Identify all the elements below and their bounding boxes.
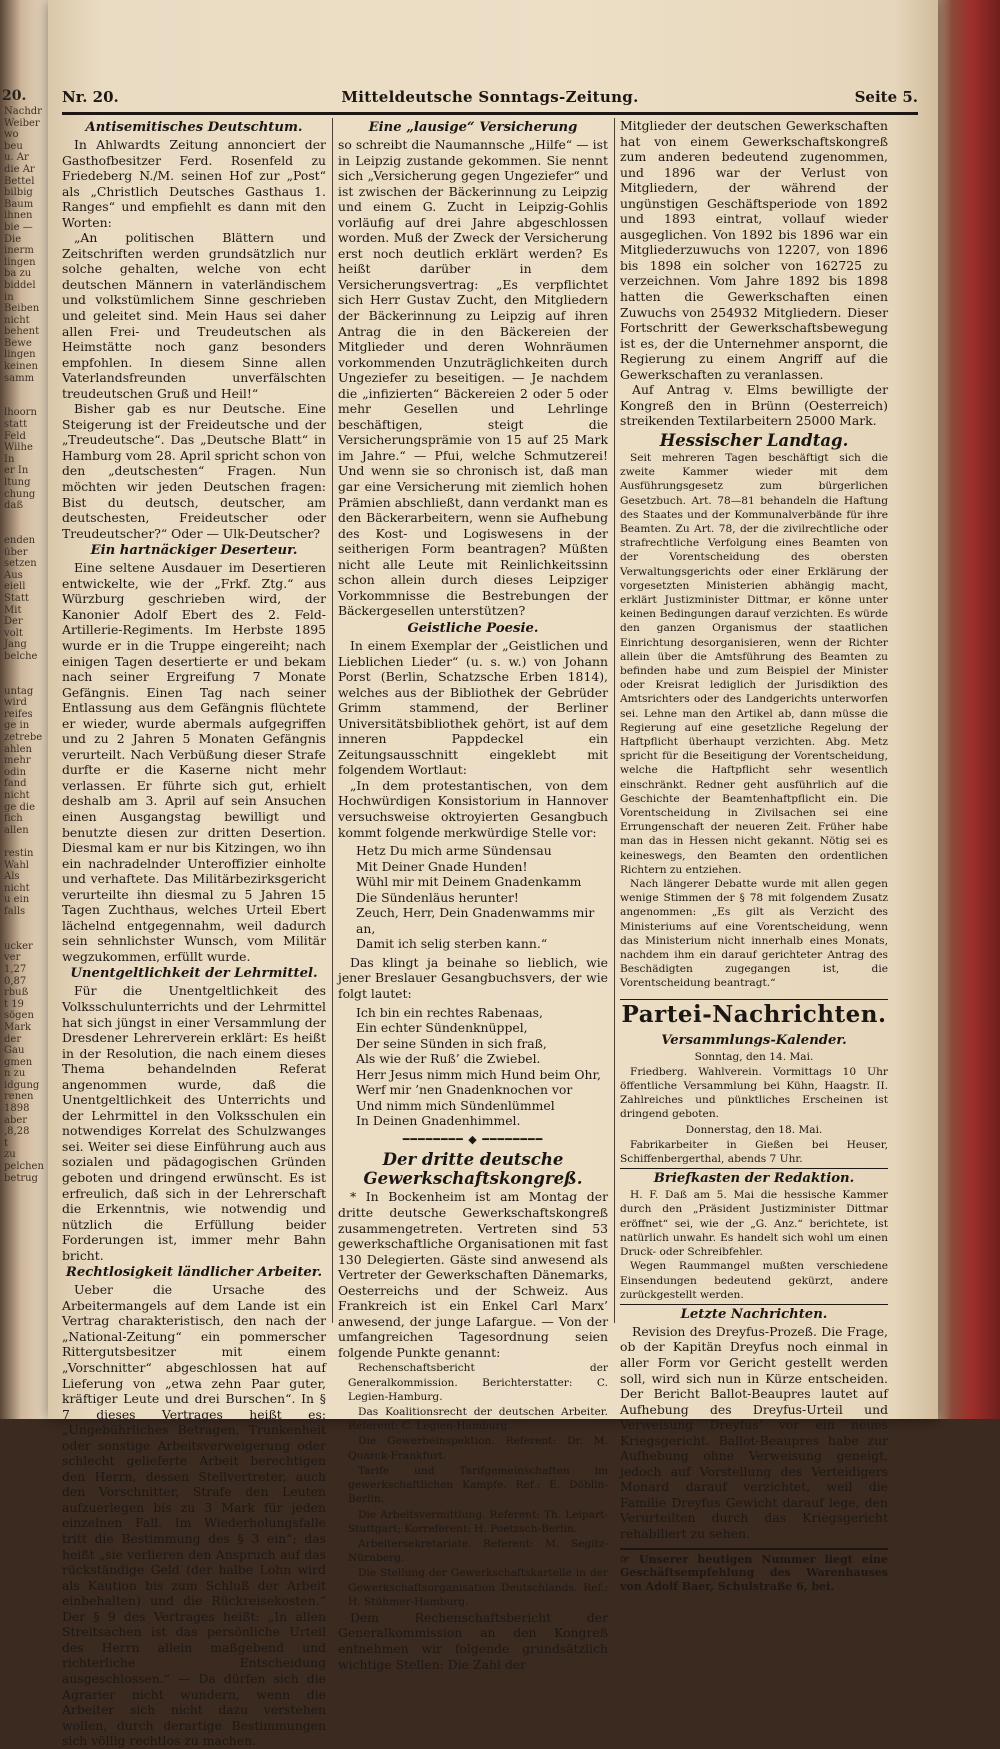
header-rule [62, 112, 918, 115]
newspaper-page [48, 0, 938, 1749]
agenda-item: Die Stellung der Gewerkschaftskartelle in der Gewerkschaftsorganisation Deutschlands. Ref.: H. Stühmer-Hamburg. [348, 1567, 608, 1608]
article-heading-lehrmittel: Unentgeltlichkeit der Lehrmittel. [70, 966, 318, 982]
agenda-item: Das Koalitionsrecht der deutschen Arbeiter. Referent: C. Legien-Hamburg. [348, 1406, 608, 1433]
adjacent-page-number: 20. [2, 88, 27, 104]
meeting-calendar [620, 1050, 888, 1167]
article-heading-deserteur: Ein hartnäckiger Deserteur. [90, 543, 298, 559]
agenda-item: Die Arbeitsvermittlung. Referent: Th. Leipart-Stuttgart; Korreferent: H. Poetzsch-Berlin. [348, 1508, 608, 1535]
article-paragraph: Auf Antrag v. Elms bewilligte der Kongreß den in Brünn (Oesterreich) streikenden Textilarbeitern 25000 Mark. [620, 382, 888, 429]
right-binding-edge [936, 0, 1000, 1419]
article-paragraph: „An politischen Blättern und Zeitschriften werden grundsätzlich nur solche gehalten, welche von echt deutschen Männern in vaterländischem und volkstümlichem Sinne geschrieben und geleitet sind. Mein Haus sei daher allen Frei- und Treudeutschen als Heimstätte noch ganz besonders empfohlen. In diesem Sinne allen Vaterlandsfreunden unverfälschten treudeutschen Gruß und Heil!“ [62, 230, 326, 401]
calendar-entry: Fabrikarbeiter in Gießen bei Heuser, Schiffenbergerthal, abends 7 Uhr. [620, 1138, 888, 1166]
verse-hannover: Hetz Du mich arme Sündensau Mit Deiner Gnade Hunden! Wühl mir mit Deinem Gnadenkamm Die Sündenläus herunter! Zeuch, Herr, Dein Gnadenwamms mir an, Damit ich selig sterben kann.“ [356, 843, 595, 952]
article-paragraph: Revision des Dreyfus-Prozeß. Die Frage, ob der Kapitän Dreyfus noch einmal in aller Form vor Gericht gestellt werden soll, wird sich nun in Kürze entscheiden. Der Bericht Ballot-Beaupres lautet auf Aufhebung des Dreyfus-Urteil und Verweisung Dreyfus’ vor ein neues Kriegsgericht. Ballot-Beaupres habe zur Aufhebung ohne Verweisung geneigt, jedoch auf Vorstellung des Verteidigers Monard darauf verzichtet, weil die Familie Dreyfus Gewicht darauf lege, den Verurteilten durch das Kriegsgericht rehabiliert zu sehen. [620, 1323, 888, 1542]
letter-reply: H. F. Daß am 5. Mai die hessische Kammer durch den „Präsident Justizminister Dittmar eröffnet“ sei, wie der „G. Anz.“ berichtete, ist natürlich unwahr. Es handelt sich wohl um einen Druck- oder Schreibfehler. [620, 1189, 888, 1259]
letters-box [620, 1188, 888, 1302]
article-paragraph: * In Bockenheim ist am Montag der dritte deutsche Gewerkschaftskongreß zusammengetreten. Vertreten sind 53 gewerkschaftliche Organisationen mit fast 130 Delegierten. Gäste sind anwesend als Vertreter der Gewerkschaften Dänemarks, Oesterreichs und der Schweiz. Aus Frankreich ist ein Enkel Carl Marx’ anwesend, der junge Lafargue. — Von der umfangreichen Tagesordnung seien folgende Punkte genannt: [338, 1189, 608, 1360]
article-heading-gewerkschaftskongress: Der dritte deutsche Gewerkschaftskongreß. [363, 1150, 583, 1189]
agenda-item: Tarife und Tarifgemeinschaften im gewerkschaftlichen Kampfe. Ref.: E. Döblin-Berlin. [348, 1464, 608, 1506]
article-heading-antisemitisches: Antisemitisches Deutschtum. [85, 120, 303, 135]
issue-number: Nr. 20. [62, 88, 119, 106]
column-1 [62, 118, 326, 1749]
article-heading-poesie: Geistliche Poesie. [407, 620, 539, 636]
article-paragraph: so schreibt die Naumannsche „Hilfe“ — ist in Leipzig zustande gekommen. Sie nennt sich „Versicherung gegen Ungeziefer“ und ist zwischen der Bäckerinnung zu Leipzig und einem G. Zucht in Leipzig-Gohlis vorläufig auf drei Jahre abgeschlossen worden. Muß der Zweck der Versicherung erst noch deutlich erklärt werden? Es heißt darüber in dem Versicherungsvertrag: „Es verpflichtet sich Herr Gustav Zucht, den Mitgliedern der Bäckerinnung zu Leipzig auf ihren Antrag die in den Bäckereien der Mitglieder und deren Wohnräumen vorkommenden Unzuträglichkeiten durch Ungeziefer zu beseitigen. — Je nachdem die „infizierten“ Bäckereien 2 oder 5 oder mehr Gesellen und Lehrlinge beschäftigen, steigt die Versicherungsprämie von 15 auf 25 Mark im Jahre.“ — Pfui, welche Schmutzerei! Und wenn sie so chronisch ist, daß man gar eine Versicherung mit ziemlich hohen Prämien abschließt, dann verdankt man es den Bäckerarbeitern, wenn sie Aufhebung des Kost- und Logiswesens in der seitherigen Form beantragen? Müßten nicht alle Leute mit Reinlichkeitssinn schon allein durch dieses Leipziger Vorkommnisse die Bestrebungen der Bäckergesellen unterstützen? [338, 137, 608, 619]
article-heading-versicherung: Eine „lausige“ Versicherung [368, 120, 578, 135]
heading-letzte-nachrichten: Letzte Nachrichten. [620, 1304, 888, 1323]
page-number: Seite 5. [854, 88, 918, 106]
article-paragraph: Ueber die Ursache des Arbeitermangels auf dem Lande ist ein Vertrag charakteristisch, den nach der „National-Zeitung“ ein pommerscher Rittergutsbesitzer mit einem „Vorschnitter“ abgeschlossen hat auf Lieferung von „etwa zehn Paar guter, kräftiger Leute und drei Burschen“. In § 7 dieses Vertrages heißt es: „Ungebührliches Betragen, Trunkenheit oder sonstige Arbeitsverweigerung oder schlecht gelieferte Arbeit berechtigen den Herrn, dessen Stellvertreter, auch den Vorschnitter, Strafe den Leuten aufzuerlegen bis zu 3 Mark für jeden einzelnen Fall. Im Wiederholungsfalle tritt die Bestimmung des § 3 ein“; das heißt „sie verlieren den Anspruch auf das rückständige Geld (der halbe Lohn wird als Kaution bis zum Schluß der Arbeit einbehalten) und die Rückreisekosten.“ Der § 9 des Vertrages heißt: „In allen Streitsachen ist das persönliche Urteil des Herrn allein maßgebend und richterliche Entscheidung ausgeschlossen.“ — Da dürfen sich die Agrarier nicht wundern, wenn die Arbeiter sich nicht dazu verstehen wollen, durch derartige Bestimmungen sich völlig rechtlos zu machen. [62, 1282, 326, 1749]
newspaper-title: Mitteldeutsche Sonntags-Zeitung. [341, 88, 639, 106]
agenda-item: Die Gewerbeinspektion. Referent: Dr. M. Quarck-Frankfurt. [348, 1435, 608, 1462]
article-paragraph: Nach längerer Debatte wurde mit allen gegen wenige Stimmen der § 78 mit folgendem Zusatz angenommen: „Es gilt als Verzicht des Ministeriums auf eine Vorentscheidung, wenn das Ministerium nicht innerhalb eines Monats, nachdem ihm ein darauf gerichteter Antrag des Beschädigten zugegangen ist, die Vorentscheidung beantragt.“ [620, 878, 888, 990]
supplement-notice: ☞ Unserer heutigen Nummer liegt eine Geschäftsempfehlung des Warenhauses von Adolf Baer, Schulstraße 6, bei. [620, 1548, 888, 1594]
page-header [62, 88, 918, 112]
letter-reply: Wegen Raummangel mußten verschiedene Einsendungen bedeutend gekürzt, andere zurückgestellt werden. [620, 1260, 888, 1301]
article-paragraph: In Ahlwardts Zeitung annonciert der Gasthofbesitzer Ferd. Rosenfeld zu Friedeberg N./M. seinen Hof zur „Post“ als „Christlich Deutsches Gasthaus 1. Ranges“ und empfiehlt es dann mit den Worten: [62, 137, 326, 230]
agenda-item: Rechenschaftsbericht der Generalkommission. Berichterstatter: C. Legien-Hamburg. [348, 1362, 608, 1403]
article-paragraph: Mitglieder der deutschen Gewerkschaften hat von einem Gewerkschaftskongreß zum anderen bedeutend zugenommen, und 1896 war der Verlust von Mitgliedern, der während der ungünstigen Geschäftsperiode von 1892 und 1893 eintrat, vollauf wieder ausgeglichen. Von 1892 bis 1896 war ein Mitgliederzuwuchs von 12207, von 1896 bis 1898 ein solcher von 162725 zu verzeichnen. Vom Jahre 1892 bis 1898 hatten die Gewerkschaften einen Zuwuchs von 254932 Mitgliedern. Dieser Fortschritt der Gewerkschaftsbewegung ist es, der die Unternehmer anspornt, die Regierung zu einem Angriff auf die Gewerkschaften zu veranlassen. [620, 118, 888, 382]
article-paragraph: „In dem protestantischen, von dem Hochwürdigen Konsistorium in Hannover versuchsweise oktroyierten Gesangbuch kommt folgende merkwürdige Stelle vor: [338, 777, 608, 840]
calendar-date: Donnerstag, den 18. Mai. [685, 1123, 823, 1136]
column-2 [338, 118, 608, 1672]
agenda-item: Arbeitersekretariate. Referent: M. Segitz-Nürnberg. [348, 1537, 608, 1565]
article-heading-rechtlosigkeit: Rechtlosigkeit ländlicher Arbeiter. [65, 1265, 323, 1281]
article-paragraph: Seit mehreren Tagen beschäftigt sich die zweite Kammer wieder mit dem Ausführungsgesetz zum bürgerlichen Gesetzbuch. Art. 78—81 behandeln die Haftung des Staates und der Kommunalverbände für ihre Beamten. Zu Art. 78, der die zivilrechtliche oder strafrechtliche Verfolgung eines Beamten von der Vorentscheidung des obersten Verwaltungsgerichts oder einer Erklärung der vorgesetzten Ministerien abhängig macht, erklärt Justizminister Dittmar, er könne unter keinen Bedingungen darauf verzichten. Es würde den ganzen Organismus der staatlichen Einrichtung desorganisieren, wenn der Richter allein über die Amtsführung des Beamten zu befinden habe und zum Beispiel der Minister oder Kreisrat lediglich der Jurisdiktion des Amtsrichters oder des Landgerichts unterworfen sei. Lehne man den Artikel ab, dann müsse die Regierung auf eine gesetzliche Regelung der Haftpflicht überhaupt verzichten. Abg. Metz spricht für die Beseitigung der Vorentscheidung, welche die Haftpflicht sehr wesentlich einschränkt. Redner geht ausführlich auf die Geschichte der Beamtenhaftpflicht ein. Die Vorentscheidung in Zivilsachen sei eine Errungenschaft der neueren Zeit. Früher habe man das in Hessen nicht gekannt. Nötig sei es keineswegs, den Beamten den ordentlichen Richtern zu entziehen. [620, 451, 888, 876]
column-divider-2 [614, 118, 615, 1323]
article-paragraph: Bisher gab es nur Deutsche. Eine Steigerung ist der Freideutsche und der „Treudeutsche“. Das „Deutsche Blatt“ in Hamburg vom 28. April spricht schon von den „deutschesten“ Fragen. Nun möchten wir jeden Deutschen fragen: Bist du deutsch, deutscher, am deutschesten, Freideutscher oder Treudeutscher?“ Oder — Ulk-Deutscher? [62, 401, 326, 541]
column-3 [620, 118, 888, 1593]
calendar-date: Sonntag, den 14. Mai. [694, 1050, 814, 1063]
section-heading-partei-nachrichten: Partei-Nachrichten. [621, 1000, 887, 1028]
agenda-list [338, 1361, 608, 1608]
article-paragraph: In einem Exemplar der „Geistlichen und Lieblichen Lieder“ (u. s. w.) von Johann Porst (Berlin, Schatzsche Erben 1814), welches aus der Bibliothek der Gebrüder Grimm stammend, der Berliner Universitätsbibliothek gehört, ist auf dem inneren Pappdeckel ein Zeitungsausschnitt eingeklebt mit folgendem Wortlaut: [338, 637, 608, 778]
article-paragraph: Das klingt ja beinahe so lieblich, wie jener Breslauer Gesangbuchsvers, der wie folgt lautet: [338, 954, 608, 1001]
heading-versammlungs-kalender: Versammlungs-Kalender. [661, 1032, 847, 1048]
article-paragraph: Dem Rechenschaftsbericht der Generalkommission an den Kongreß entnehmen wir folgende grundsätzlich wichtige Stellen: Die Zahl der [338, 1609, 608, 1672]
calendar-entry: Friedberg. Wahlverein. Vormittags 10 Uhr öffentliche Versammlung bei Kühn, Haagstr. II. Zahlreiches und pünktliches Erscheinen ist dringend geboten. [620, 1065, 888, 1121]
landtag-report [620, 451, 888, 991]
article-heading-landtag: Hessischer Landtag. [659, 430, 849, 450]
heading-briefkasten: Briefkasten der Redaktion. [620, 1168, 888, 1187]
article-paragraph: Eine seltene Ausdauer im Desertieren entwickelte, wie der „Frkf. Ztg.“ aus Würzburg geschrieben wird, der Kanonier Adolf Ebert des 2. Feld-Artillerie-Regiments. Im Herbste 1895 wurde er in die Truppe eingereiht; nach einigen Tagen desertierte er und bekam nach seiner Ergreifung 7 Monate Gefängnis. Einen Tag nach seiner Entlassung aus dem Gefängnis flüchtete er wieder, wurde abermals aufgegriffen und zu 2 Jahren 5 Monaten Gefängnis verurteilt. Nach Verbüßung dieser Strafe durfte er die Kaserne nicht mehr verlassen. Er führte sich gut, erhielt deshalb am 3. April auf sein Ansuchen einen Ausgangstag bewilligt und benutzte diesen zur dritten Desertion. Diesmal kam er nur bis Kitzingen, wo ihn ein nachradelnder Unteroffizier einholte und verhaftete. Das Militärbezirksgericht verurteilte ihn diesmal zu 5 Jahren 15 Tagen Zuchthaus, welches Urteil Ebert lächelnd entgegennahm, weil dadurch sein sehnlichster Wunsch, vom Militär wegzukommen, erfüllt wurde. [62, 560, 326, 964]
article-paragraph: Für die Unentgeltlichkeit des Volksschulunterrichts und der Lehrmittel hat sich jüngst in einer Versammlung der Dresdener Lehrerverein erklärt: Es heißt in der Resolution, die nach einem dieses Thema behandelnden Referat angenommen wurde, daß die Unentgeltlichkeit des Unterrichts und der Lehrmittel in den Volksschulen ein notwendiges Korrelat des Schulzwanges sei. Weiter sei diese Einführung auch aus sozialen und pädagogischen Gründen geboten und dringend erwünscht. Es ist erfreulich, daß sich in der Lehrerschaft die Erkenntnis, wie notwendig und nützlich die Erfüllung beider Forderungen ist, immer mehr Bahn bricht. [62, 983, 326, 1263]
column-divider-1 [332, 118, 333, 1323]
verse-breslau: Ich bin ein rechtes Rabenaas, Ein echter Sündenknüppel, Der seine Sünden in sich fraß, Als wie der Ruß’ die Zwiebel. Herr Jesus nimm mich Hund beim Ohr, Werf mir ’nen Gnadenknochen vor Und nimm mich Sündenlümmel In Deinen Gnadenhimmel. [356, 1004, 601, 1129]
section-ornament: ━━━━━━━━ ◆ ━━━━━━━━ [402, 1132, 544, 1146]
adjacent-page-fragments: Nachdr Weiber wo beu u. Ar die Ar Bettel bilbig Baum ihnen bie — Die inerm lingen ba zu biddel in Beiben nicht behent Bewe lingen keinen samm lhoorn statt Feld Wilhe In er In ltung chung daß enden über setzen Aus eiell Statt Mit Der volt Jang belche untag wird reifes ge in zetrebe ahlen mehr odin fand nicht ge die fich allen restin Wahl Als nicht u ein falls ucker ver 1,27 0,87 rbuß t 19 sögen Mark der Gau gmen n zu idgung renen 1898 aber ,8,28 t zu pelchen betrug [4, 106, 44, 1184]
